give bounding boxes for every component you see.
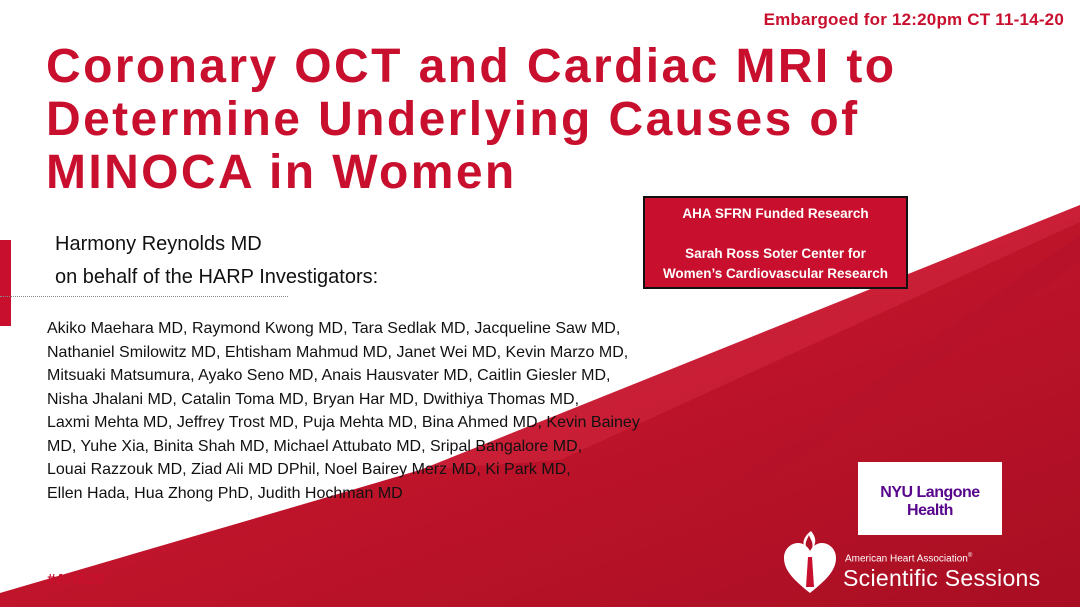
aha-event-name: Scientific Sessions xyxy=(843,565,1041,591)
aha-heart-torch-icon xyxy=(781,527,839,597)
author-line: Nathaniel Smilowitz MD, Ehtisham Mahmud MD, Janet Wei MD, Kevin Marzo MD, xyxy=(47,343,629,361)
presenter-affiliation: on behalf of the HARP Investigators: xyxy=(55,266,379,288)
slide-title xyxy=(46,40,1006,199)
author-list xyxy=(47,317,640,505)
nyu-langone-logo xyxy=(858,462,1002,535)
author-line: Ellen Hada, Hua Zhong PhD, Judith Hochman MD xyxy=(47,484,403,502)
funding-line: Women’s Cardiovascular Research xyxy=(662,266,889,281)
author-line: Louai Razzouk MD, Ziad Ali MD DPhil, Noel Bairey Merz MD, Ki Park MD, xyxy=(47,461,571,478)
author-line: Nisha Jhalani MD, Catalin Toma MD, Bryan Har MD, Dwithiya Thomas MD, xyxy=(47,390,580,408)
author-line: Mitsuaki Matsumura, Ayako Seno MD, Anais Hausvater MD, Caitlin Giesler MD, xyxy=(47,367,611,384)
presenter-name: Harmony Reynolds MD xyxy=(55,233,262,255)
funding-box xyxy=(643,196,908,289)
dotted-divider xyxy=(0,296,288,297)
author-line: Akiko Maehara MD, Raymond Kwong MD, Tara Sedlak MD, Jacqueline Saw MD, xyxy=(47,320,621,337)
author-line: Laxmi Mehta MD, Jeffrey Trost MD, Puja Mehta MD, Bina Ahmed MD, Kevin Bainey xyxy=(47,414,640,431)
title-line: Determine Underlying Causes of xyxy=(46,93,860,146)
nyu-logo-line: Health xyxy=(907,502,953,519)
funding-line: Sarah Ross Soter Center for xyxy=(685,246,866,261)
left-accent-bar xyxy=(0,240,11,326)
title-line: MINOCA in Women xyxy=(46,146,517,199)
funding-line: AHA SFRN Funded Research xyxy=(682,206,869,221)
event-hashtag: #AHA20 xyxy=(47,571,105,588)
embargo-notice: Embargoed for 12:20pm CT 11-14-20 xyxy=(763,10,1064,29)
author-line: MD, Yuhe Xia, Binita Shah MD, Michael Attubato MD, Sripal Bangalore MD, xyxy=(47,437,583,455)
title-line: Coronary OCT and Cardiac MRI to xyxy=(46,40,897,93)
nyu-logo-line: NYU Langone xyxy=(880,484,980,501)
presenter-block xyxy=(55,228,378,294)
aha-org-name: American Heart Association® xyxy=(845,553,973,565)
